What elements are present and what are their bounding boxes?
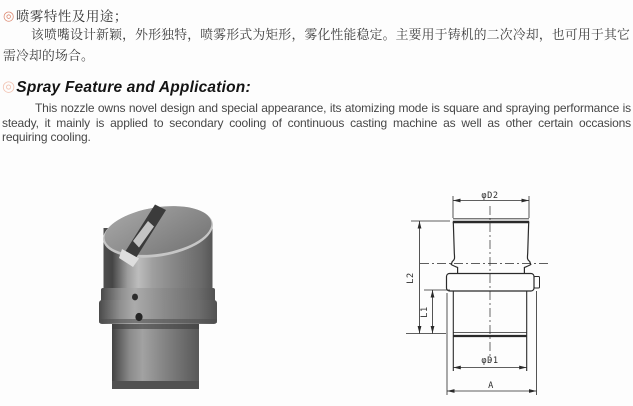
label-phiD2: φD2 bbox=[481, 191, 499, 201]
photo-lower-cylinder-top-shadow bbox=[112, 324, 199, 329]
photo-lower-cylinder bbox=[112, 324, 199, 388]
zh-heading-text: 喷雾特性及用途； bbox=[15, 9, 128, 24]
nozzle-photo bbox=[99, 199, 217, 389]
label-L1: L1 bbox=[420, 306, 430, 318]
en-heading-text: Spray Feature and Application: bbox=[16, 79, 251, 96]
body-collar-tab bbox=[534, 277, 540, 289]
photo-screw-upper bbox=[132, 294, 138, 301]
photo-collar-upper bbox=[101, 288, 215, 302]
dim-phiD1 bbox=[453, 366, 526, 370]
body-side-left bbox=[451, 222, 457, 274]
photo-lower-cylinder-bottom-edge bbox=[112, 381, 199, 389]
en-paragraph: This nozzle owns novel design and special appearance, its atomizing mode is square and spraying performance is steady, it mainly is applied to secondary cooling of continuous casting machine as well as other certain occasions requiring cooling. bbox=[2, 101, 631, 145]
label-L2: L2 bbox=[406, 272, 416, 284]
ring-bullet-icon-light: ◎ bbox=[2, 78, 16, 95]
zh-paragraph: 该喷嘴设计新颖，外形独特，喷雾形式为矩形，雾化性能稳定。主要用于铸机的二次冷却，也可用于其它需冷却的场合。 bbox=[3, 27, 630, 63]
dimension-drawing bbox=[406, 196, 548, 395]
label-phiD1: φD1 bbox=[481, 356, 499, 366]
dim-A bbox=[447, 291, 537, 395]
photo-screw-lower bbox=[135, 313, 142, 321]
label-A: A bbox=[488, 381, 494, 391]
body-side-right bbox=[524, 222, 530, 274]
photo-collar-shadow bbox=[99, 319, 217, 323]
ring-bullet-icon: ◎ bbox=[3, 8, 15, 23]
